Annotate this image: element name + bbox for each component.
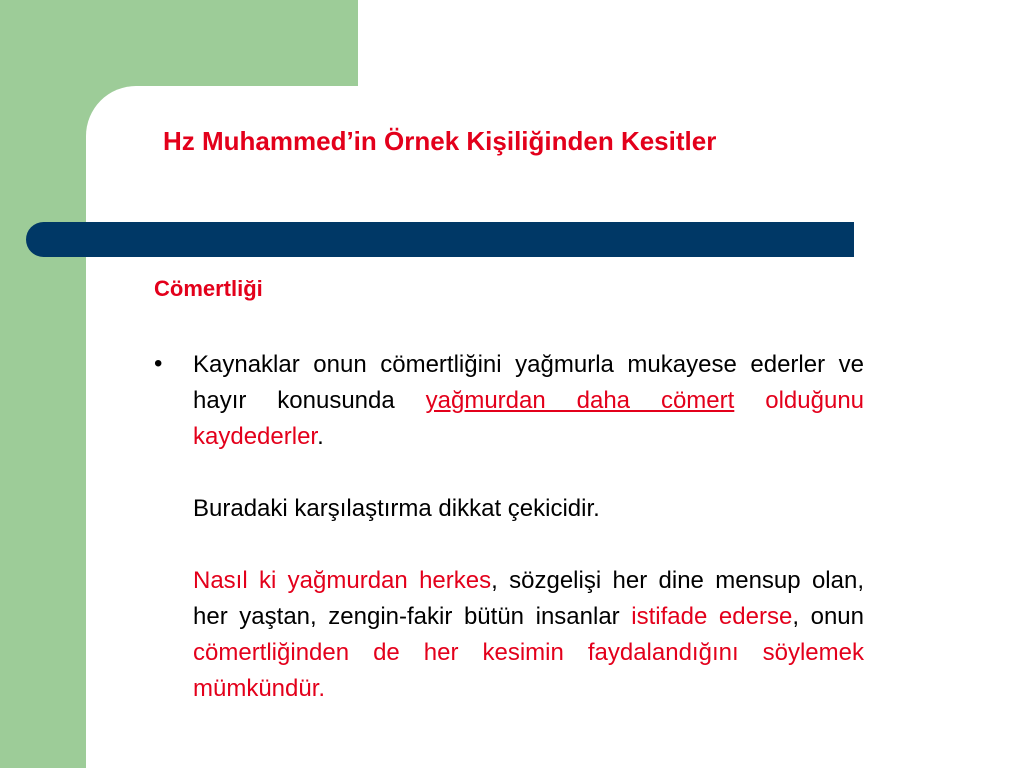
space — [734, 387, 765, 414]
highlight-text: cömertliğinden de her kesimin faydalandığını söylemek mümkündür. — [193, 639, 864, 702]
highlight-text: istifade ederse — [631, 603, 793, 630]
period: . — [317, 423, 324, 450]
slide-title: Hz Muhammed’in Örnek Kişiliğinden Kesitler — [163, 126, 717, 156]
highlight-text: olduğunu kaydederler — [193, 387, 865, 450]
paragraph-3-text: , onun — [792, 603, 864, 630]
body-text — [193, 347, 864, 707]
highlight-link[interactable]: yağmurdan daha cömert — [425, 387, 735, 414]
paragraph-3-text: , sözgelişi her dine mensup olan, her yaştan, zengin-fakir bütün insanlar — [193, 567, 864, 630]
paragraph-1-text: Kaynaklar onun cömertliğini yağmurla mukayese ederler ve hayır konusunda — [193, 351, 864, 414]
paragraph-1 — [193, 347, 864, 455]
section-heading: Cömertliği — [154, 276, 263, 301]
bullet-marker: • — [154, 350, 163, 377]
paragraph-2: Buradaki karşılaştırma dikkat çekicidir. — [193, 495, 600, 522]
highlight-text: Nasıl ki yağmurdan herkes — [193, 567, 492, 594]
paragraph-3 — [193, 563, 864, 707]
title-divider-bar — [26, 222, 854, 257]
